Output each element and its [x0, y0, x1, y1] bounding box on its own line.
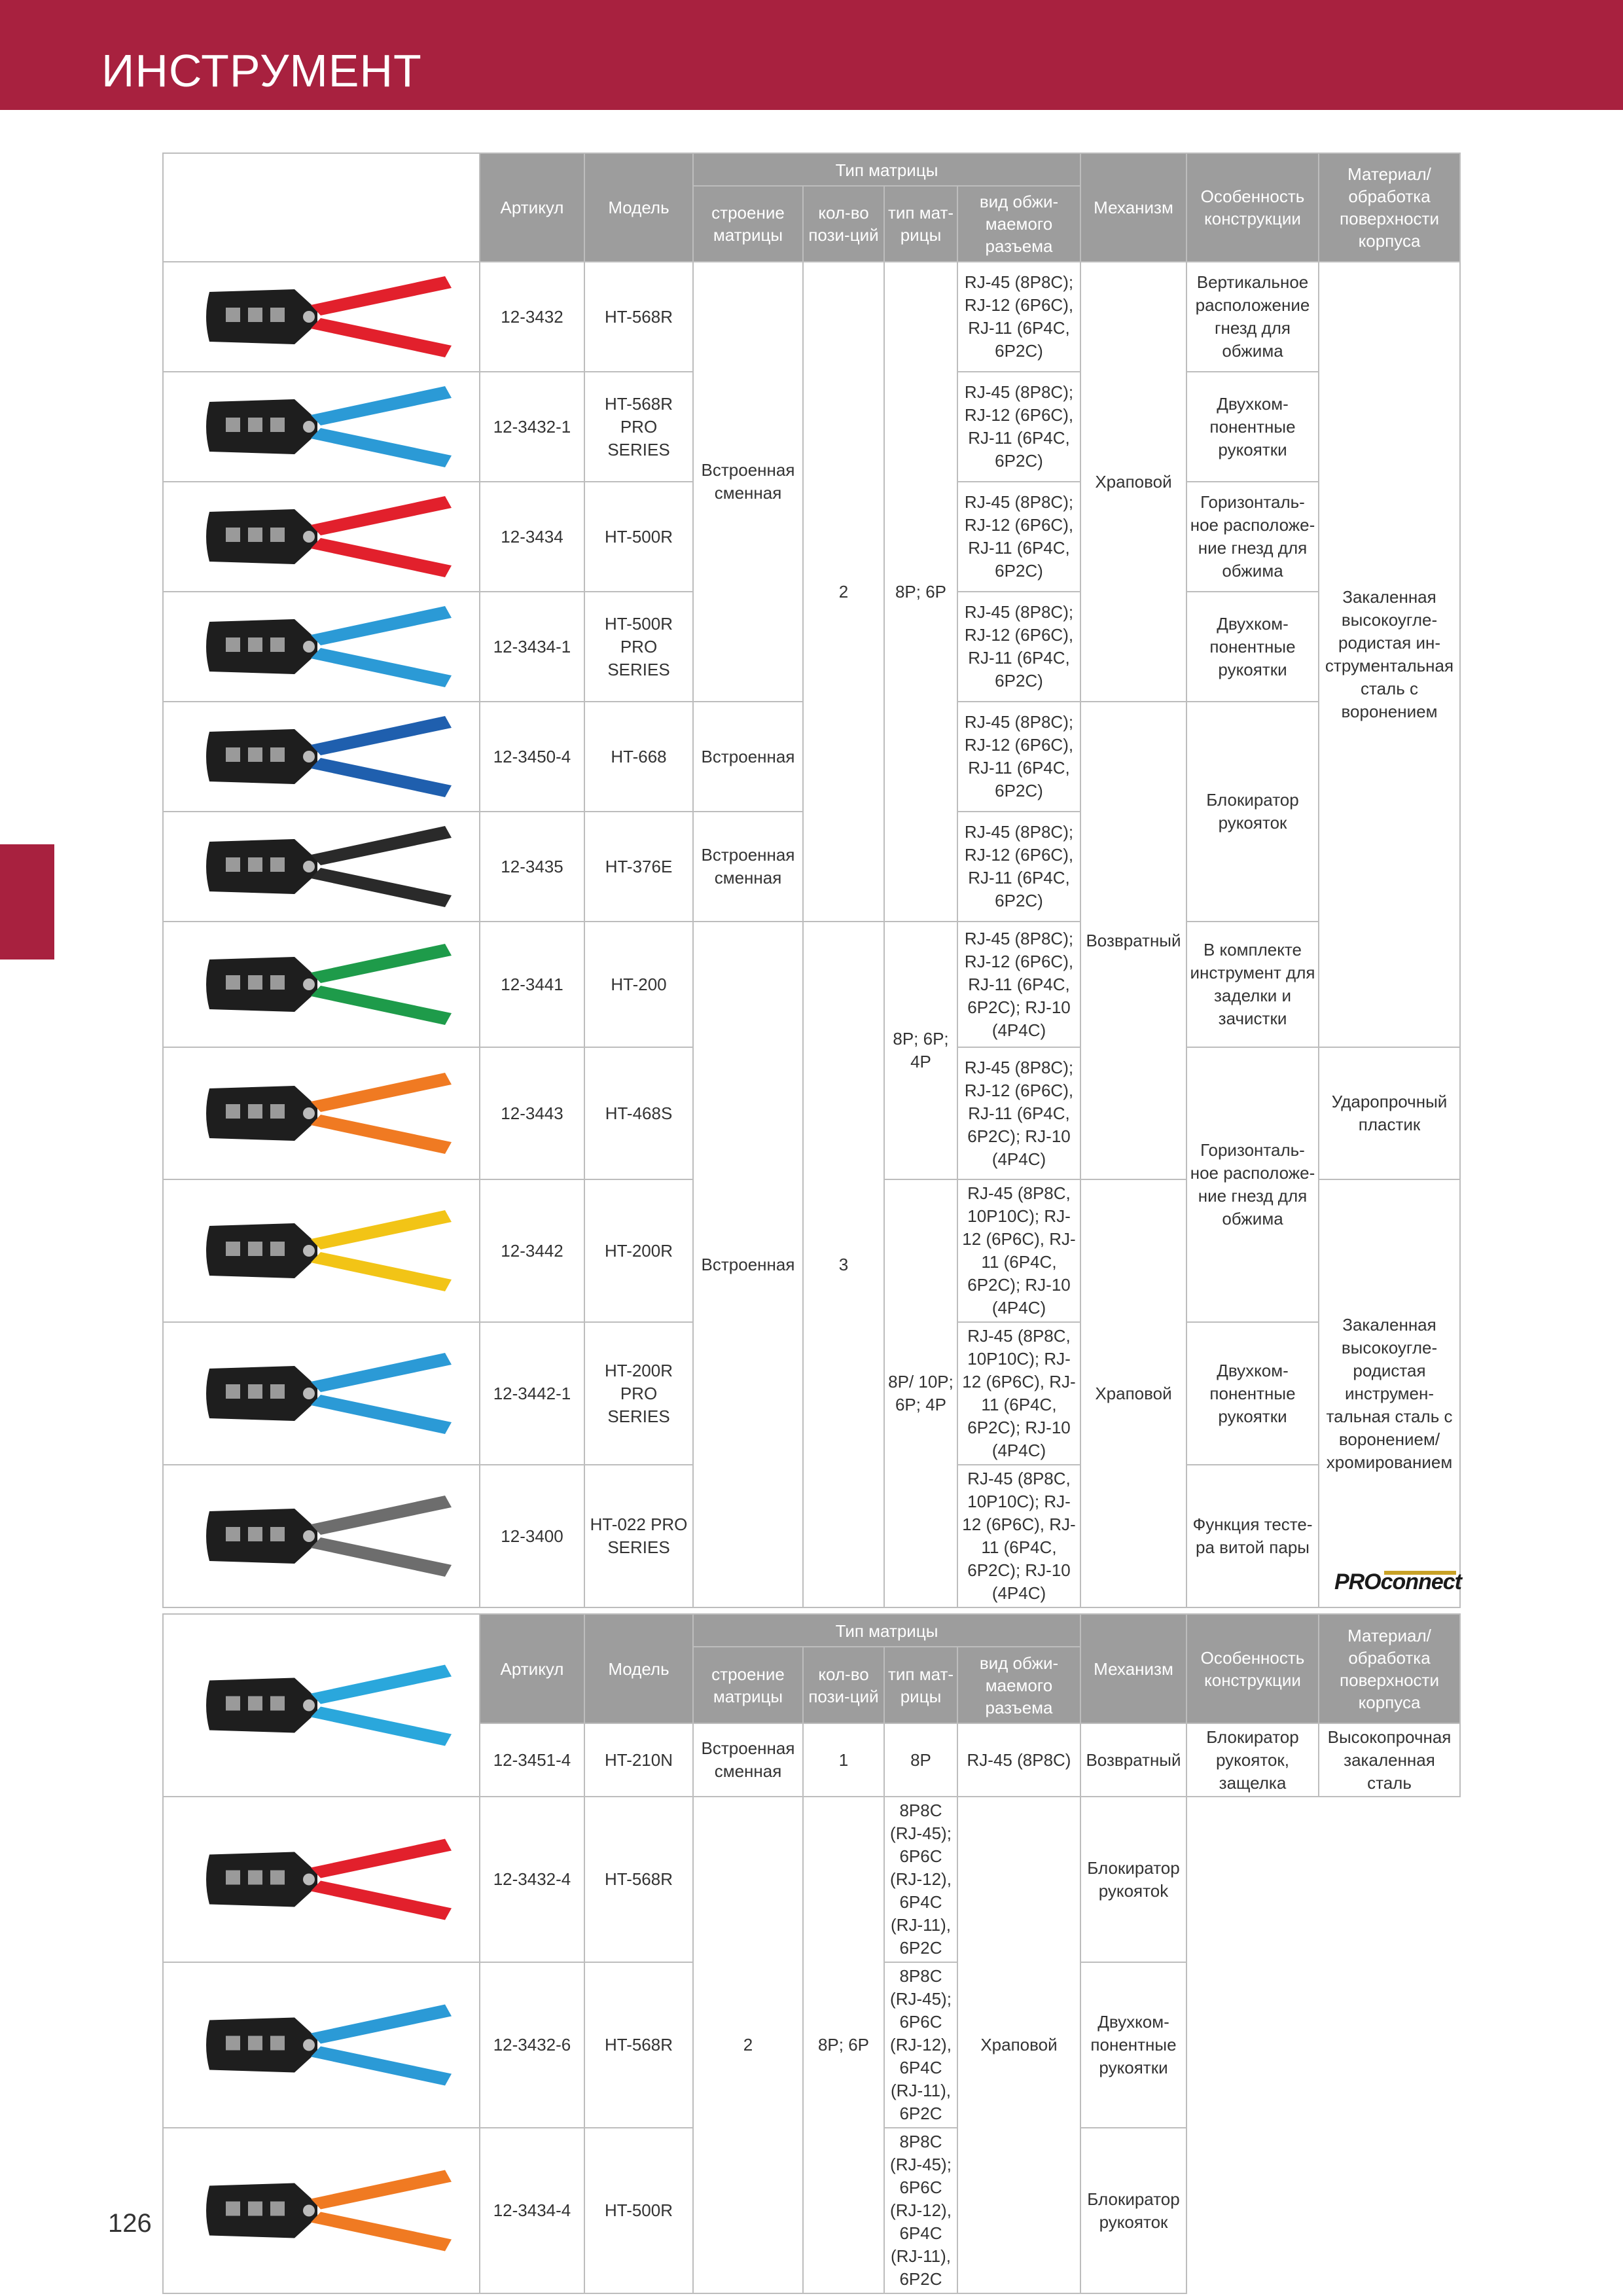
model-cell: HT-568R — [584, 1797, 693, 1962]
article-cell: 12-3435 — [480, 812, 584, 922]
page-title: ИНСТРУМЕНТ — [101, 45, 422, 96]
feature-cell: Двухком-понентные рукоятки — [1186, 1322, 1319, 1465]
feature-cell: Горизонталь-ное расположе-ние гнезд для обжима — [1186, 1047, 1319, 1322]
model-cell: HT-200R PRO SERIES — [584, 1322, 693, 1465]
article-cell: 12-3432 — [480, 262, 584, 372]
header-feature: Особенность конструкции — [1186, 1614, 1319, 1723]
crimper-red-icon — [164, 1797, 478, 1962]
crimper-lightblue-icon — [164, 1615, 478, 1796]
connector-cell: RJ-45 (8P8C); RJ-12 (6P6C), RJ-11 (6P4C, 6P2C); RJ-10 (4P4C) — [957, 1047, 1080, 1179]
feature-cell: Вертикальное расположение гнезд для обжима — [1186, 262, 1319, 372]
product-image-cell — [163, 1797, 480, 1962]
product-image-cell — [163, 482, 480, 592]
connector-cell: 8P8C (RJ-45); 6P6C (RJ-12), 6P4C (RJ-11), 6P2C — [884, 2128, 957, 2293]
material-cell: Закаленная высокоугле-родистая инструмен-тальная сталь с воронением/ хромированием — [1319, 1179, 1460, 1607]
model-cell: HT-568R — [584, 1962, 693, 2128]
header-matrix-kind: тип мат-рицы — [884, 1647, 957, 1723]
crimper-red-small-icon — [164, 482, 478, 591]
proconnect-logo — [1319, 1570, 1461, 1598]
mechanism-cell: Храповой — [957, 1797, 1080, 2293]
crimper-black-icon — [164, 812, 478, 921]
connector-cell: RJ-45 (8P8C); RJ-12 (6P6C), RJ-11 (6P4C, 6P2C); RJ-10 (4P4C) — [957, 922, 1080, 1047]
model-cell: HT-500R — [584, 482, 693, 592]
matrix-kind-cell: 8P — [884, 1723, 957, 1797]
article-cell: 12-3400 — [480, 1465, 584, 1607]
matrix-kind-cell: 8P; 6P — [803, 1797, 884, 2293]
model-cell: HT-210N — [584, 1723, 693, 1797]
feature-cell: Функция тесте-ра витой пары — [1186, 1465, 1319, 1607]
header-model: Модель — [584, 1614, 693, 1723]
product-image-cell — [163, 1322, 480, 1465]
feature-cell: В комплекте инструмент для заделки и зачистки — [1186, 922, 1319, 1047]
model-cell: HT-500R — [584, 2128, 693, 2293]
positions-cell: 3 — [803, 922, 884, 1607]
positions-cell: 2 — [803, 262, 884, 922]
header-matrix-structure: строение матрицы — [693, 186, 803, 262]
header-feature: Особенность конструкции — [1186, 153, 1319, 262]
header-matrix-structure: строение матрицы — [693, 1647, 803, 1723]
crimper-red-icon — [164, 262, 478, 371]
connector-cell: RJ-45 (8P8C, 10P10C); RJ-12 (6P6C), RJ-11 (6P4C, 6P2C); RJ-10 (4P4C) — [957, 1179, 1080, 1322]
connector-cell: RJ-45 (8P8C) — [957, 1723, 1080, 1797]
crimper-tester-icon — [164, 1465, 478, 1607]
model-cell: HT-568R — [584, 262, 693, 372]
crimper-table-1-body — [162, 261, 1461, 1608]
mechanism-cell: Возвратный — [1080, 702, 1186, 1179]
table-row — [163, 262, 1460, 372]
feature-cell: Горизонталь-ное расположе-ние гнезд для обжима — [1186, 482, 1319, 592]
model-cell: HT-668 — [584, 702, 693, 812]
connector-cell: RJ-45 (8P8C); RJ-12 (6P6C), RJ-11 (6P4C, 6P2C) — [957, 482, 1080, 592]
model-cell: HT-022 PRO SERIES — [584, 1465, 693, 1607]
product-image-cell — [163, 372, 480, 482]
material-cell: Ударопрочный пластик — [1319, 1047, 1460, 1179]
crimper-green-icon — [164, 922, 478, 1047]
article-cell: 12-3434-4 — [480, 2128, 584, 2293]
header-matrix-kind: тип мат-рицы — [884, 186, 957, 262]
header-article: Артикул — [480, 153, 584, 262]
product-image-cell — [163, 262, 480, 372]
model-cell: HT-200R — [584, 1179, 693, 1322]
connector-cell: RJ-45 (8P8C); RJ-12 (6P6C), RJ-11 (6P4C, 6P2C) — [957, 592, 1080, 702]
header-mechanism: Механизм — [1080, 153, 1186, 262]
article-cell: 12-3432-6 — [480, 1962, 584, 2128]
product-image-cell — [163, 1179, 480, 1322]
mechanism-cell: Возвратный — [1080, 1723, 1186, 1797]
header-matrix-type: Тип матрицы — [693, 153, 1080, 186]
structure-cell: Встроенная сменная — [693, 1723, 803, 1797]
connector-cell: RJ-45 (8P8C); RJ-12 (6P6C), RJ-11 (6P4C, 6P2C) — [957, 702, 1080, 812]
matrix-kind-cell: 8P/ 10P; 6P; 4P — [884, 1179, 957, 1607]
logo-text: PROconnect — [1334, 1570, 1461, 1594]
connector-cell: RJ-45 (8P8C, 10P10C); RJ-12 (6P6C), RJ-11 (6P4C, 6P2C); RJ-10 (4P4C) — [957, 1322, 1080, 1465]
product-image-cell — [163, 812, 480, 922]
crimper-blue-icon — [164, 1963, 478, 2127]
table-row — [163, 922, 1460, 1047]
feature-cell: Блокиратор рукояток — [1186, 702, 1319, 922]
header-positions-count: кол-во пози-ций — [803, 1647, 884, 1723]
structure-cell: Встроенная — [693, 702, 803, 812]
connector-cell: RJ-45 (8P8C); RJ-12 (6P6C), RJ-11 (6P4C, 6P2C) — [957, 262, 1080, 372]
header-connector-type: вид обжи-маемого разъема — [957, 186, 1080, 262]
page-number: 126 — [108, 2209, 152, 2238]
mechanism-cell: Храповой — [1080, 1179, 1186, 1607]
product-image-cell — [163, 1962, 480, 2128]
feature-cell: Блокиратор рукоятоk — [1080, 1797, 1186, 1962]
model-cell: HT-376E — [584, 812, 693, 922]
product-image-cell — [163, 1614, 480, 1797]
product-image-cell — [163, 592, 480, 702]
article-cell: 12-3450-4 — [480, 702, 584, 812]
matrix-kind-cell: 8P; 6P; 4P — [884, 922, 957, 1179]
structure-cell: Встроенная сменная — [693, 262, 803, 702]
crimper-orange-small-icon — [164, 2128, 478, 2293]
model-cell: HT-200 — [584, 922, 693, 1047]
crimper-table-1 — [162, 152, 1461, 262]
model-cell: HT-568R PRO SERIES — [584, 372, 693, 482]
crimper-blue-icon — [164, 372, 478, 481]
article-cell: 12-3432-4 — [480, 1797, 584, 1962]
crimper-blue-small-icon — [164, 592, 478, 701]
feature-cell: Блокиратор рукояток, защелка — [1186, 1723, 1319, 1797]
structure-cell: Встроенная — [693, 922, 803, 1607]
crimper-orange-icon — [164, 1048, 478, 1179]
positions-cell: 1 — [803, 1723, 884, 1797]
structure-cell: Встроенная сменная — [693, 812, 803, 922]
product-image-cell — [163, 1465, 480, 1607]
header-material: Материал/ обработка поверхности корпуса — [1319, 1614, 1460, 1723]
crimper-table-2 — [162, 1613, 1461, 2294]
matrix-kind-cell: 8P; 6P — [884, 262, 957, 922]
feature-cell: Двухком-понентные рукоятки — [1186, 592, 1319, 702]
product-image-cell — [163, 153, 480, 262]
article-cell: 12-3442-1 — [480, 1322, 584, 1465]
article-cell: 12-3443 — [480, 1047, 584, 1179]
header-matrix-type: Тип матрицы — [693, 1614, 1080, 1647]
connector-cell: RJ-45 (8P8C); RJ-12 (6P6C), RJ-11 (6P4C, 6P2C) — [957, 372, 1080, 482]
header-article: Артикул — [480, 1614, 584, 1723]
article-cell: 12-3441 — [480, 922, 584, 1047]
side-section-tab — [0, 844, 54, 960]
mechanism-cell: Храповой — [1080, 262, 1186, 702]
connector-cell: RJ-45 (8P8C); RJ-12 (6P6C), RJ-11 (6P4C, 6P2C) — [957, 812, 1080, 922]
connector-cell: RJ-45 (8P8C, 10P10C); RJ-12 (6P6C), RJ-11 (6P4C, 6P2C); RJ-10 (4P4C) — [957, 1465, 1080, 1607]
header-material: Материал/ обработка поверхности корпуса — [1319, 153, 1460, 262]
product-image-cell — [163, 922, 480, 1047]
crimper-blue-pro-icon — [164, 1323, 478, 1464]
article-cell: 12-3434-1 — [480, 592, 584, 702]
product-image-cell — [163, 702, 480, 812]
article-cell: 12-3432-1 — [480, 372, 584, 482]
feature-cell: Блокиратор рукояток — [1080, 2128, 1186, 2293]
material-cell: Высокопрочная закаленная сталь — [1319, 1723, 1460, 1797]
material-cell: Закаленная высокоугле-родистая ин-струментальная сталь с воронением — [1319, 262, 1460, 1047]
header-model: Модель — [584, 153, 693, 262]
article-cell: 12-3442 — [480, 1179, 584, 1322]
article-cell: 12-3434 — [480, 482, 584, 592]
header-positions-count: кол-во пози-ций — [803, 186, 884, 262]
header-mechanism: Механизм — [1080, 1614, 1186, 1723]
crimper-yellow-icon — [164, 1180, 478, 1321]
positions-cell: 2 — [693, 1797, 803, 2293]
crimper-darkblue-icon — [164, 702, 478, 811]
product-image-cell — [163, 2128, 480, 2293]
connector-cell: 8P8C (RJ-45); 6P6C (RJ-12), 6P4C (RJ-11), 6P2C — [884, 1962, 957, 2128]
table-row — [163, 1797, 1460, 1962]
model-cell: HT-500R PRO SERIES — [584, 592, 693, 702]
product-image-cell — [163, 1047, 480, 1179]
connector-cell: 8P8C (RJ-45); 6P6C (RJ-12), 6P4C (RJ-11), 6P2C — [884, 1797, 957, 1962]
article-cell: 12-3451-4 — [480, 1723, 584, 1797]
model-cell: HT-468S — [584, 1047, 693, 1179]
feature-cell: Двухком-понентные рукоятки — [1080, 1962, 1186, 2128]
feature-cell: Двухком-понентные рукоятки — [1186, 372, 1319, 482]
header-connector-type: вид обжи-маемого разъема — [957, 1647, 1080, 1723]
